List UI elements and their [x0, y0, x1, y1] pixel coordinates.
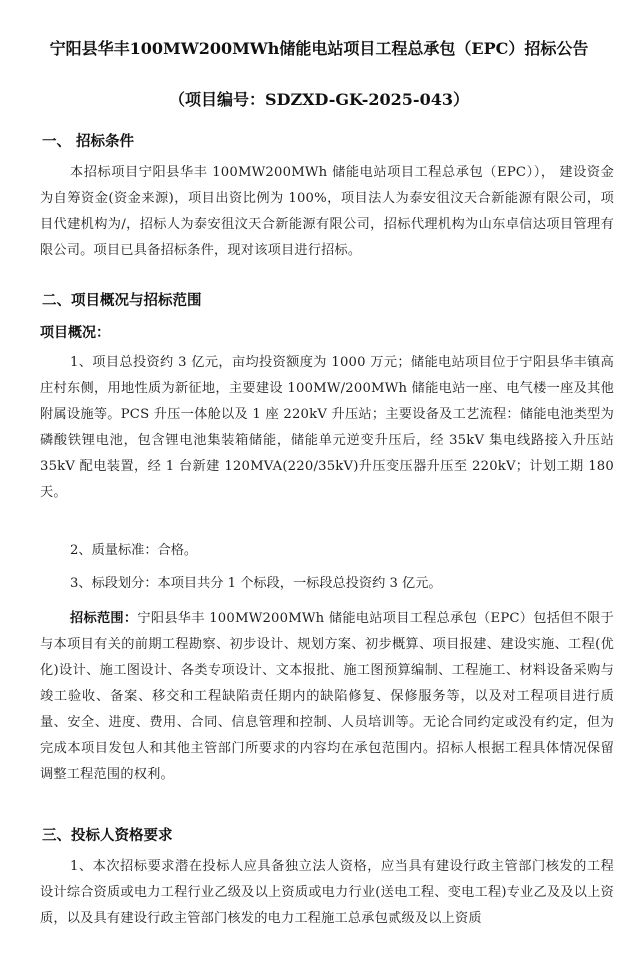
scope-paragraph	[40, 606, 614, 788]
project-number: （项目编号：SDZXD-GK-2025-043）	[169, 90, 469, 109]
overview-label: 项目概况：	[40, 325, 110, 341]
overview-item-2: 2、质量标准：合格。	[70, 543, 198, 558]
qualification-item-1: 1、本次招标要求潜在投标人应具备独立法人资格，应当具有建设行政主管部门核发的工程设计综合资质或电力工程行业乙级及以上资质或电力行业(送电工程、变电工程)专业乙及及以上资质，以及具有建设行政主管部门核发的电力工程施工总承包贰级及以上资质	[40, 859, 614, 926]
scope-label: 招标范围：	[70, 611, 138, 626]
section-1-paragraph: 本招标项目宁阳县华丰 100MW200MWh 储能电站项目工程总承包（EPC））， 建设资金为自筹资金(资金来源)，项目出资比例为 100%，项目法人为泰安徂汶天合新能源有限公司，项目代建机构为/，招标人为泰安徂汶天合新能源有限公司，招标代理机构为山东卓信达项目管理有限公司。项目已具备招标条件，现对该项目进行招标。	[40, 165, 614, 258]
section-3-heading: 三、投标人资格要求	[42, 827, 173, 844]
section-1-heading: 一、 招标条件	[42, 133, 135, 150]
scope-text: 宁阳县华丰 100MW200MWh 储能电站项目工程总承包（EPC）包括但不限于与本项目有关的前期工程勘察、初步设计、规划方案、初步概算、项目报建、建设实施、工程(优化)设计、施工图设计、各类专项设计、文本报批、施工图预算编制、工程施工、材料设备采购与竣工验收、备案、移交和工程缺陷责任期内的缺陷修复、保修服务等，以及对工程项目进行质量、安全、进度、费用、合同、信息管理和控制、人员培训等。无论合同约定或没有约定，但为完成本项目发包人和其他主管部门所要求的内容均在承包范围内。招标人根据工程具体情况保留调整工程范围的权利。	[40, 611, 615, 782]
document-title: 宁阳县华丰100MW200MWh储能电站项目工程总承包（EPC）招标公告	[49, 39, 589, 58]
overview-item-1: 1、项目总投资约 3 亿元，亩均投资额度为 1000 万元；储能电站项目位于宁阳县华丰镇高庄村东侧，用地性质为新征地，主要建设 100MW/200MWh 储能电站一座、电气楼一座及其他附属设施等。PCS 升压一体舱以及 1 座 220kV 升压站；主要设备及工艺流程：储能电池类型为磷酸铁锂电池，包含锂电池集装箱储能，储能单元逆变升压后，经 35kV 集电线路接入升压站 35kV 配电装置，经 1 台新建 120MVA(220/35kV)升压变压器升压至 220kV；计划工期 180 天。	[40, 355, 614, 500]
overview-item-3: 3、标段划分：本项目共分 1 个标段，一标段总投资约 3 亿元。	[70, 576, 442, 591]
section-2-heading: 二、项目概况与招标范围	[42, 292, 202, 309]
